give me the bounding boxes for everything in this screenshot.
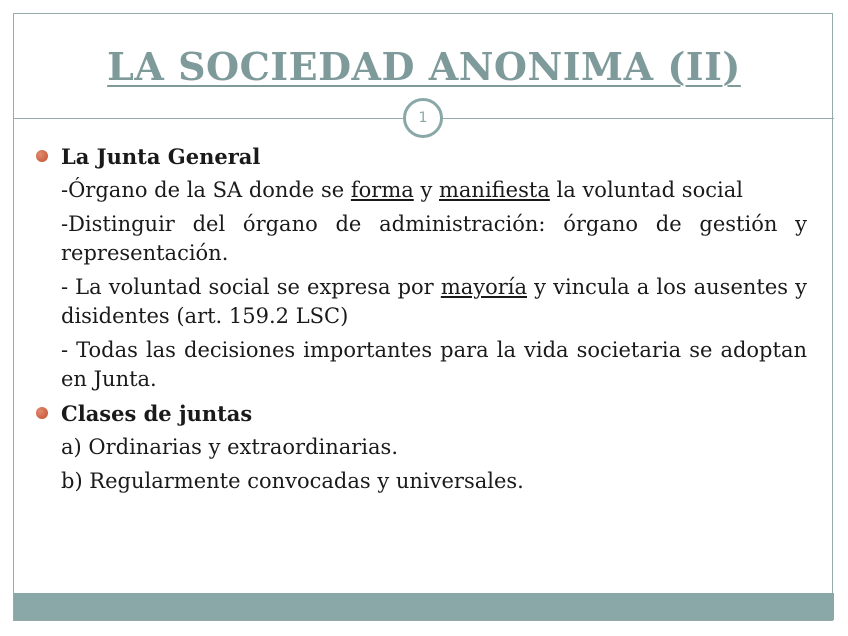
paragraph	[35, 273, 807, 331]
paragraph: -Distinguir del órgano de administración: órgano de gestión y representación.	[61, 212, 807, 265]
bullet-dot-icon	[36, 407, 48, 419]
bullet-dot-icon	[36, 150, 48, 162]
section-heading: Clases de juntas	[61, 401, 253, 426]
slide-content	[35, 142, 807, 501]
underlined-term: mayoría	[440, 275, 528, 299]
section-heading: La Junta General	[61, 144, 261, 169]
bullet-item	[35, 142, 807, 172]
text-span: y vincula a los ausentes y disidentes (art. 159.2 LSC)	[61, 275, 808, 328]
text-span: la voluntad social	[549, 178, 743, 202]
text-span: - La voluntad social se expresa por	[61, 275, 441, 299]
bullet-item	[35, 399, 807, 429]
slide-number: 1	[418, 110, 428, 126]
paragraph: - Todas las decisiones importantes para la vida societaria se adoptan en Junta.	[61, 338, 807, 391]
text-span: -Órgano de la SA donde se	[61, 178, 351, 202]
list-item: b) Regularmente convocadas y universales.	[61, 469, 524, 493]
underlined-term: forma	[350, 178, 414, 202]
footer-bar	[14, 593, 834, 620]
slide-title: LA SOCIEDAD ANONIMA (II)	[107, 44, 741, 89]
paragraph	[35, 176, 807, 205]
underlined-term: manifiesta	[439, 178, 550, 202]
list-item: a) Ordinarias y extraordinarias.	[61, 435, 398, 459]
slide-number-badge	[403, 98, 443, 138]
text-span: y	[413, 178, 439, 202]
